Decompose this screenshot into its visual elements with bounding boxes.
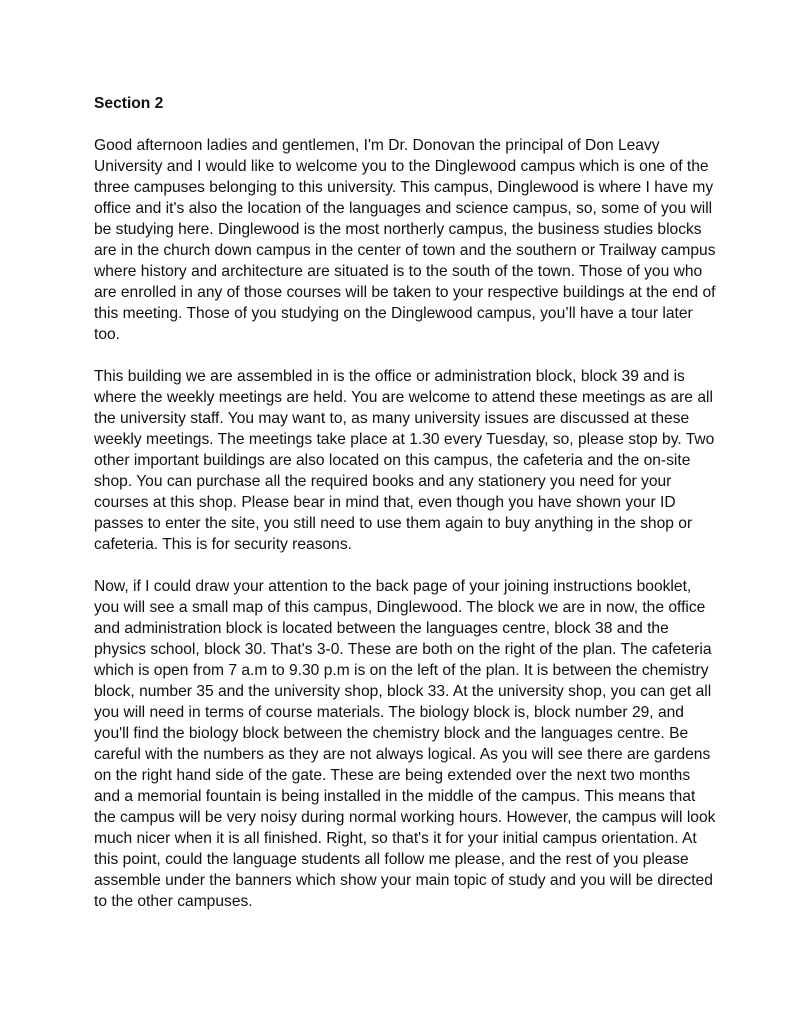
paragraph-welcome: Good afternoon ladies and gentlemen, I'm Dr. Donovan the principal of Don Leavy University and I would like to welcome you to the Dinglewood campus which is one of the three campuses belonging to this university. This campus, Dinglewood is where I have my office and it's also the location of the languages and science campus, so, some of you will be studying here. Dinglewood is the most northerly campus, the business studies blocks are in the church down campus in the center of town and the southern or Trailway campus where history and architecture are situated is to the south of the town. Those of you who are enrolled in any of those courses will be taken to your respective buildings at the end of this meeting. Those of you studying on the Dinglewood campus, you’ll have a tour later too. bbox=[94, 137, 716, 343]
paragraph-campus-map: Now, if I could draw your attention to the back page of your joining instructions booklet, you will see a small map of this campus, Dinglewood. The block we are in now, the office and administration block is located between the languages centre, block 38 and the physics school, block 30. That's 3-0. These are both on the right of the plan. The cafeteria which is open from 7 a.m to 9.30 p.m is on the left of the plan. It is between the chemistry block, number 35 and the university shop, block 33. At the university shop, you can get all you will need in terms of course materials. The biology block is, block number 29, and you'll find the biology block between the chemistry block and the languages centre. Be careful with the numbers as they are not always logical. As you will see there are gardens on the right hand side of the gate. These are being extended over the next two months and a memorial fountain is being installed in the middle of the campus. This means that the campus will be very noisy during normal working hours. However, the campus will look much nicer when it is all finished. Right, so that's it for your initial campus orientation. At this point, could the language students all follow me please, and the rest of you please assemble under the banners which show your main topic of study and you will be directed to the other campuses. bbox=[94, 578, 716, 910]
paragraph-administration-block: This building we are assembled in is the office or administration block, block 39 and is where the weekly meetings are held. You are welcome to attend these meetings as are all the university staff. You may want to, as many university issues are discussed at these weekly meetings. The meetings take place at 1.30 every Tuesday, so, please stop by. Two other important buildings are also located on this campus, the cafeteria and the on-site shop. You can purchase all the required books and any stationery you need for your courses at this shop. Please bear in mind that, even though you have shown your ID passes to enter the site, you still need to use them again to buy anything in the shop or cafeteria. This is for security reasons. bbox=[94, 368, 715, 553]
section-heading: Section 2 bbox=[94, 95, 164, 112]
document-body bbox=[94, 93, 716, 933]
